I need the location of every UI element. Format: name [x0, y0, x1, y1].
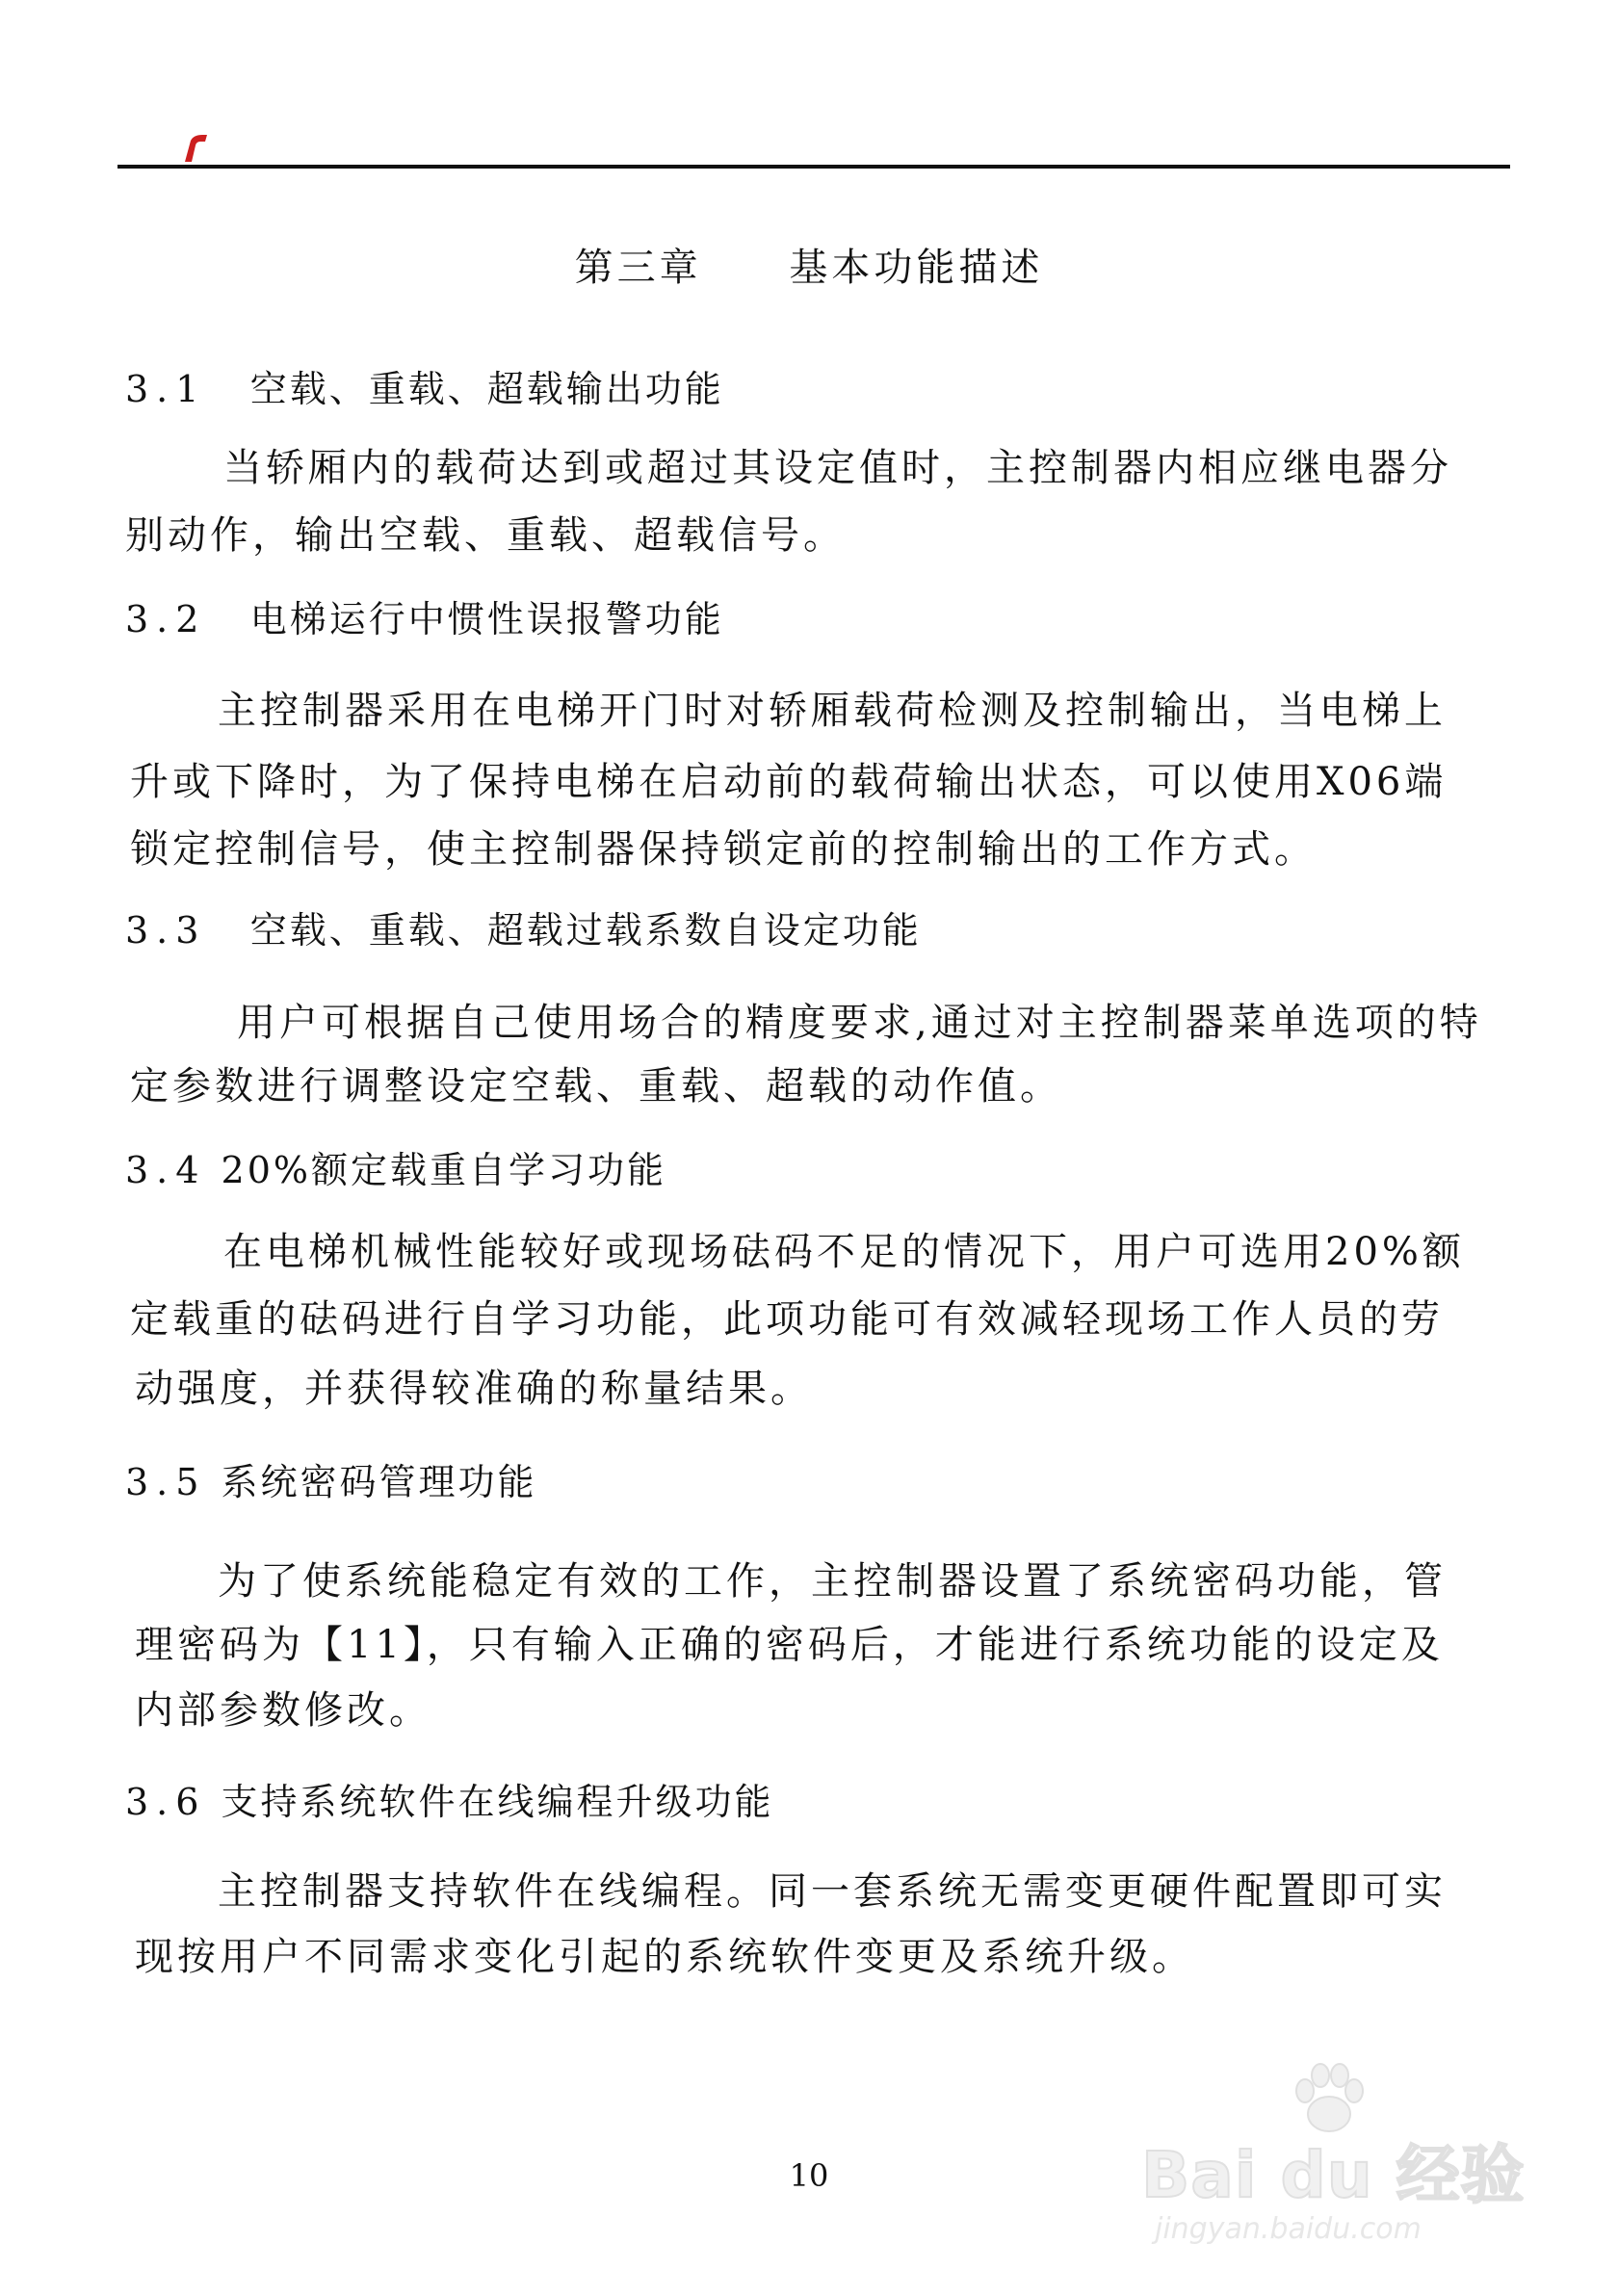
section-number: 3.3	[125, 909, 207, 952]
paragraph-line: 用户可根据自己使用场合的精度要求,通过对主控制器菜单选项的特	[237, 1001, 1482, 1045]
watermark-brand: Bai du 经验	[1141, 2138, 1526, 2212]
paragraph-line: 定载重的砝码进行自学习功能，此项功能可有效减轻现场工作人员的劳	[130, 1297, 1444, 1342]
paragraph-line: 动强度，并获得较准确的称量结果。	[135, 1367, 813, 1411]
section-title: 空载、重载、超载过载系数自设定功能	[249, 909, 922, 952]
section-heading	[125, 1452, 537, 1505]
section-title: 20%额定载重自学习功能	[221, 1149, 666, 1191]
paragraph-line: 升或下降时，为了保持电梯在启动前的载荷输出状态，可以使用X06端	[130, 760, 1448, 804]
red-swoosh-logo-icon	[181, 133, 208, 162]
paragraph-line: 在电梯机械性能较好或现场砝码不足的情况下，用户可选用20%额	[223, 1230, 1465, 1274]
header-rule	[117, 165, 1510, 169]
section-number: 3.1	[125, 368, 207, 410]
section-number: 3.4	[125, 1149, 207, 1191]
section-heading	[125, 589, 724, 642]
section-title: 系统密码管理功能	[221, 1461, 537, 1503]
paragraph-line: 理密码为【11】，只有输入正确的密码后，才能进行系统功能的设定及	[135, 1623, 1444, 1667]
paragraph-line: 主控制器支持软件在线编程。同一套系统无需变更硬件配置即可实	[218, 1869, 1447, 1914]
page-number: 10	[789, 2157, 829, 2194]
paragraph-line: 现按用户不同需求变化引起的系统软件变更及系统升级。	[135, 1935, 1194, 1979]
section-title: 空载、重载、超载输出功能	[249, 368, 724, 410]
baidu-jingyan-watermark	[1141, 2056, 1565, 2258]
watermark-url: jingyan.baidu.com	[1155, 2212, 1422, 2246]
paragraph-line: 内部参数修改。	[135, 1688, 431, 1733]
section-heading	[125, 1140, 666, 1193]
section-number: 3.6	[125, 1781, 207, 1823]
paragraph-line: 锁定控制信号，使主控制器保持锁定前的控制输出的工作方式。	[130, 827, 1317, 872]
section-title: 支持系统软件在线编程升级功能	[221, 1781, 774, 1823]
paragraph-line: 主控制器采用在电梯开门时对轿厢载荷检测及控制输出，当电梯上	[218, 689, 1447, 733]
section-heading	[125, 900, 922, 953]
paragraph-line: 当轿厢内的载荷达到或超过其设定值时，主控制器内相应继电器分	[223, 446, 1452, 490]
chapter-title: 第三章 基本功能描述	[574, 246, 1044, 290]
section-heading	[125, 359, 724, 412]
section-title: 电梯运行中惯性误报警功能	[249, 598, 724, 640]
section-number: 3.2	[125, 598, 207, 640]
section-heading	[125, 1772, 774, 1825]
paragraph-line: 为了使系统能稳定有效的工作，主控制器设置了系统密码功能，管	[218, 1559, 1447, 1604]
section-number: 3.5	[125, 1461, 207, 1503]
paragraph-line: 别动作，输出空载、重载、超载信号。	[125, 513, 846, 558]
paragraph-line: 定参数进行调整设定空载、重载、超载的动作值。	[130, 1064, 1062, 1109]
